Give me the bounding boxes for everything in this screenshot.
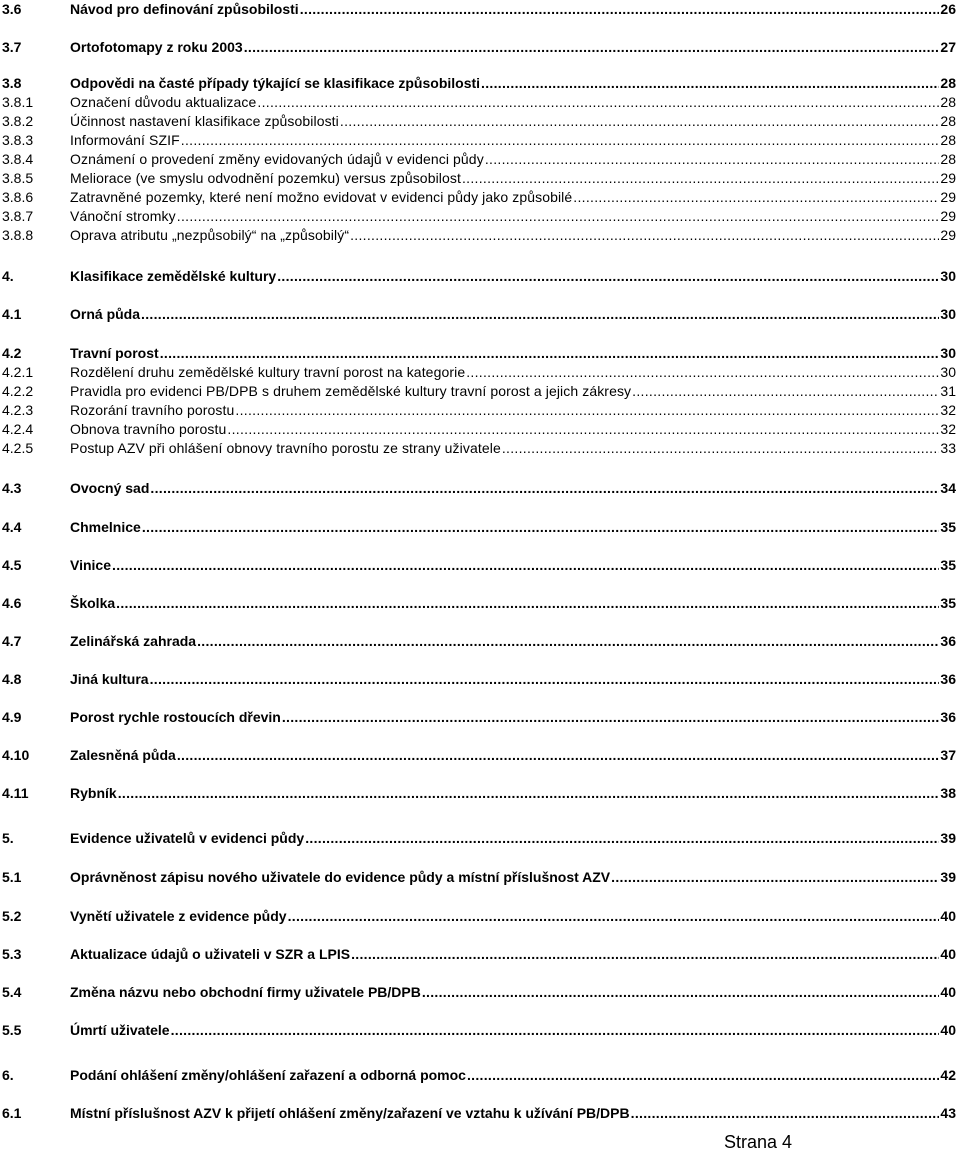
- toc-entry-page-number: 35: [940, 557, 956, 573]
- toc-entry-number: 3.6: [2, 1, 22, 17]
- toc-entry-number: 4.11: [2, 785, 29, 801]
- toc-entry[interactable]: [0, 1021, 956, 1040]
- toc-entry-number: 4.9: [2, 709, 22, 725]
- toc-entry-page-number: 33: [940, 440, 956, 456]
- toc-dot-leader: [467, 1066, 939, 1085]
- toc-entry[interactable]: [0, 305, 956, 324]
- toc-entry[interactable]: [0, 868, 956, 887]
- toc-entry-title: Ovocný sad: [70, 480, 150, 496]
- toc-entry-title: Vynětí uživatele z evidence půdy: [70, 908, 287, 924]
- toc-dot-leader: [171, 1021, 940, 1040]
- toc-entry-title: Zelinářská zahrada: [70, 633, 197, 649]
- toc-dot-leader: [177, 207, 940, 226]
- toc-entry[interactable]: [0, 401, 956, 420]
- toc-entry-title: Odpovědi na časté případy týkající se klasifikace způsobilosti: [70, 75, 481, 91]
- toc-entry-page-number: 26: [940, 1, 956, 17]
- toc-entry-title: Oznámení o provedení změny evidovaných údajů v evidenci půdy: [70, 151, 484, 167]
- toc-entry[interactable]: [0, 131, 956, 150]
- toc-dot-leader: [631, 1104, 940, 1123]
- toc-entry-page-number: 32: [940, 421, 956, 437]
- toc-entry-page-number: 34: [940, 480, 956, 496]
- toc-entry-title: Oprava atributu „nezpůsobilý“ na „způsobilý“: [70, 227, 350, 243]
- toc-entry[interactable]: [0, 518, 956, 537]
- toc-entry[interactable]: [0, 784, 956, 803]
- toc-entry[interactable]: [0, 829, 956, 848]
- toc-entry-number: 4.3: [2, 480, 22, 496]
- toc-entry-title: Návod pro definování způsobilosti: [70, 1, 299, 17]
- toc-entry-page-number: 30: [940, 364, 956, 380]
- toc-entry-title: Označení důvodu aktualizace: [70, 94, 257, 110]
- toc-entry-title: Vánoční stromky: [70, 208, 176, 224]
- toc-dot-leader: [288, 907, 940, 926]
- toc-entry-number: 4.8: [2, 671, 22, 687]
- toc-entry[interactable]: [0, 207, 956, 226]
- toc-entry-page-number: 29: [940, 189, 956, 205]
- toc-entry[interactable]: [0, 38, 956, 57]
- toc-dot-leader: [350, 226, 939, 245]
- toc-entry-number: 3.8.7: [2, 208, 34, 224]
- toc-dot-leader: [118, 784, 940, 803]
- toc-entry[interactable]: [0, 746, 956, 765]
- toc-entry-title: Vinice: [70, 557, 111, 573]
- toc-entry-number: 5.2: [2, 908, 22, 924]
- toc-dot-leader: [485, 150, 940, 169]
- toc-entry-title: Rozorání travního porostu: [70, 402, 235, 418]
- toc-dot-leader: [462, 169, 939, 188]
- toc-dot-leader: [282, 708, 940, 727]
- toc-entry[interactable]: [0, 479, 956, 498]
- toc-entry[interactable]: [0, 594, 956, 613]
- toc-dot-leader: [466, 363, 939, 382]
- toc-entry-number: 3.7: [2, 39, 22, 55]
- toc-entry[interactable]: [0, 363, 956, 382]
- toc-entry-page-number: 29: [940, 208, 956, 224]
- toc-entry-title: Postup AZV při ohlášení obnovy travního porostu ze strany uživatele: [70, 440, 501, 456]
- toc-dot-leader: [340, 112, 940, 131]
- toc-entry-page-number: 35: [940, 519, 956, 535]
- toc-entry[interactable]: [0, 267, 956, 286]
- toc-entry-page-number: 36: [940, 671, 956, 687]
- toc-entry-page-number: 40: [940, 946, 956, 962]
- toc-dot-leader: [177, 746, 940, 765]
- toc-entry-title: Meliorace (ve smyslu odvodnění pozemku) versus způsobilost: [70, 170, 461, 186]
- toc-entry-page-number: 38: [940, 785, 956, 801]
- toc-entry-number: 5.4: [2, 984, 22, 1000]
- toc-entry-number: 5.3: [2, 946, 22, 962]
- toc-entry-title: Informování SZIF: [70, 132, 180, 148]
- toc-entry-title: Místní příslušnost AZV k přijetí ohlášení změny/zařazení ve vztahu k užívání PB/DPB: [70, 1105, 630, 1121]
- toc-entry-page-number: 31: [940, 383, 956, 399]
- toc-entry[interactable]: [0, 632, 956, 651]
- toc-entry[interactable]: [0, 439, 956, 458]
- toc-entry-title: Chmelnice: [70, 519, 141, 535]
- toc-entry-page-number: 36: [940, 709, 956, 725]
- toc-entry[interactable]: [0, 420, 956, 439]
- toc-dot-leader: [305, 829, 939, 848]
- toc-entry-number: 6.: [2, 1067, 14, 1083]
- toc-entry[interactable]: [0, 188, 956, 207]
- toc-dot-leader: [181, 131, 940, 150]
- toc-dot-leader: [481, 74, 939, 93]
- toc-entry-title: Změna názvu nebo obchodní firmy uživatele PB/DPB: [70, 984, 421, 1000]
- toc-entry-page-number: 28: [940, 151, 956, 167]
- toc-entry-number: 4.1: [2, 306, 22, 322]
- toc-entry-number: 5.1: [2, 869, 22, 885]
- toc-dot-leader: [573, 188, 939, 207]
- toc-entry-page-number: 40: [940, 908, 956, 924]
- toc-entry-title: Podání ohlášení změny/ohlášení zařazení a odborná pomoc: [70, 1067, 466, 1083]
- toc-entry-number: 6.1: [2, 1105, 22, 1121]
- toc-dot-leader: [150, 479, 939, 498]
- toc-entry-page-number: 43: [940, 1105, 956, 1121]
- toc-entry-number: 5.5: [2, 1022, 22, 1038]
- toc-entry-number: 3.8.4: [2, 151, 34, 167]
- toc-entry-page-number: 39: [940, 830, 956, 846]
- toc-entry-page-number: 28: [940, 113, 956, 129]
- toc-entry-page-number: 28: [940, 132, 956, 148]
- toc-entry-number: 4.4: [2, 519, 22, 535]
- toc-entry-number: 3.8: [2, 75, 22, 91]
- toc-entry[interactable]: [0, 382, 956, 401]
- toc-entry-page-number: 29: [940, 227, 956, 243]
- toc-dot-leader: [150, 670, 940, 689]
- toc-dot-leader: [142, 518, 940, 537]
- toc-entry-title: Zatravněné pozemky, které není možno evidovat v evidenci půdy jako způsobilé: [70, 189, 573, 205]
- toc-entry-number: 4.2.5: [2, 440, 34, 456]
- toc-entry[interactable]: [0, 112, 956, 131]
- toc-entry-title: Jiná kultura: [70, 671, 149, 687]
- toc-entry-number: 5.: [2, 830, 14, 846]
- toc-entry-number: 4.2.1: [2, 364, 34, 380]
- toc-entry-number: 3.8.2: [2, 113, 34, 129]
- toc-entry-page-number: 37: [940, 747, 956, 763]
- toc-dot-leader: [257, 93, 939, 112]
- toc-entry-title: Školka: [70, 595, 116, 611]
- toc-entry[interactable]: [0, 226, 956, 245]
- toc-entry-number: 4.6: [2, 595, 22, 611]
- toc-entry-page-number: 36: [940, 633, 956, 649]
- toc-entry[interactable]: [0, 74, 956, 93]
- toc-dot-leader: [422, 983, 940, 1002]
- toc-entry-title: Porost rychle rostoucích dřevin: [70, 709, 281, 725]
- toc-entry-title: Oprávněnost zápisu nového uživatele do evidence půdy a místní příslušnost AZV: [70, 869, 611, 885]
- toc-entry-number: 3.8.5: [2, 170, 34, 186]
- toc-entry-number: 4.2.2: [2, 383, 34, 399]
- toc-entry[interactable]: [0, 670, 956, 689]
- toc-entry[interactable]: [0, 907, 956, 926]
- toc-entry[interactable]: [0, 0, 956, 19]
- toc-entry-title: Klasifikace zemědělské kultury: [70, 268, 277, 284]
- toc-entry-page-number: 40: [940, 1022, 956, 1038]
- toc-entry-number: 4.7: [2, 633, 22, 649]
- toc-entry-page-number: 30: [940, 345, 956, 361]
- toc-entry-number: 4.: [2, 268, 14, 284]
- toc-entry-number: 3.8.6: [2, 189, 34, 205]
- toc-dot-leader: [116, 594, 939, 613]
- toc-entry-page-number: 40: [940, 984, 956, 1000]
- toc-entry-page-number: 30: [940, 306, 956, 322]
- toc-entry-page-number: 30: [940, 268, 956, 284]
- toc-entry-title: Aktualizace údajů o uživateli v SZR a LPIS: [70, 946, 351, 962]
- toc-dot-leader: [277, 267, 939, 286]
- toc-entry-number: 4.10: [2, 747, 30, 763]
- toc-dot-leader: [502, 439, 940, 458]
- toc-entry-number: 4.2: [2, 345, 22, 361]
- toc-entry-title: Rozdělení druhu zemědělské kultury travní porost na kategorie: [70, 364, 466, 380]
- toc-entry-page-number: 42: [940, 1067, 956, 1083]
- toc-dot-leader: [141, 305, 939, 324]
- toc-entry-page-number: 29: [940, 170, 956, 186]
- toc-entry[interactable]: [0, 150, 956, 169]
- toc-entry-title: Travní porost: [70, 345, 159, 361]
- toc-entry-page-number: 28: [940, 94, 956, 110]
- toc-entry-number: 4.2.4: [2, 421, 34, 437]
- toc-entry-title: Evidence uživatelů v evidenci půdy: [70, 830, 305, 846]
- toc-entry-title: Rybník: [70, 785, 117, 801]
- toc-dot-leader: [197, 632, 939, 651]
- toc-entry[interactable]: [0, 945, 956, 964]
- toc-entry-title: Zalesněná půda: [70, 747, 176, 763]
- toc-dot-leader: [244, 38, 940, 57]
- toc-entry-number: 3.8.8: [2, 227, 34, 243]
- toc-entry-number: 4.5: [2, 557, 22, 573]
- toc-entry-page-number: 32: [940, 402, 956, 418]
- toc-entry-page-number: 35: [940, 595, 956, 611]
- toc-dot-leader: [235, 401, 939, 420]
- toc-entry[interactable]: [0, 169, 956, 188]
- toc-dot-leader: [611, 868, 939, 887]
- toc-entry-page-number: 27: [940, 39, 956, 55]
- toc-entry[interactable]: [0, 1066, 956, 1085]
- toc-entry-title: Obnova travního porostu: [70, 421, 227, 437]
- page-footer: Strana 4: [723, 1132, 792, 1152]
- toc-dot-leader: [112, 556, 939, 575]
- toc-entry-title: Ortofotomapy z roku 2003: [70, 39, 243, 55]
- toc-entry-number: 3.8.1: [2, 94, 34, 110]
- toc-entry-title: Účinnost nastavení klasifikace způsobilosti: [70, 113, 339, 129]
- toc-entry-number: 4.2.3: [2, 402, 34, 418]
- toc-entry[interactable]: [0, 93, 956, 112]
- toc-dot-leader: [300, 0, 940, 19]
- toc-entry[interactable]: [0, 1104, 956, 1123]
- toc-dot-leader: [227, 420, 939, 439]
- toc-entry[interactable]: [0, 556, 956, 575]
- toc-dot-leader: [632, 382, 939, 401]
- toc-dot-leader: [351, 945, 939, 964]
- toc-entry-title: Orná půda: [70, 306, 141, 322]
- toc-entry-number: 3.8.3: [2, 132, 34, 148]
- toc-entry[interactable]: [0, 344, 956, 363]
- toc-entry-page-number: 39: [940, 869, 956, 885]
- toc-dot-leader: [160, 344, 940, 363]
- toc-entry-page-number: 28: [940, 75, 956, 91]
- toc-entry-title: Úmrtí uživatele: [70, 1022, 170, 1038]
- toc-entry[interactable]: [0, 708, 956, 727]
- toc-entry[interactable]: [0, 983, 956, 1002]
- toc-entry-title: Pravidla pro evidenci PB/DPB s druhem zemědělské kultury travní porost a jejich zákresy: [70, 383, 632, 399]
